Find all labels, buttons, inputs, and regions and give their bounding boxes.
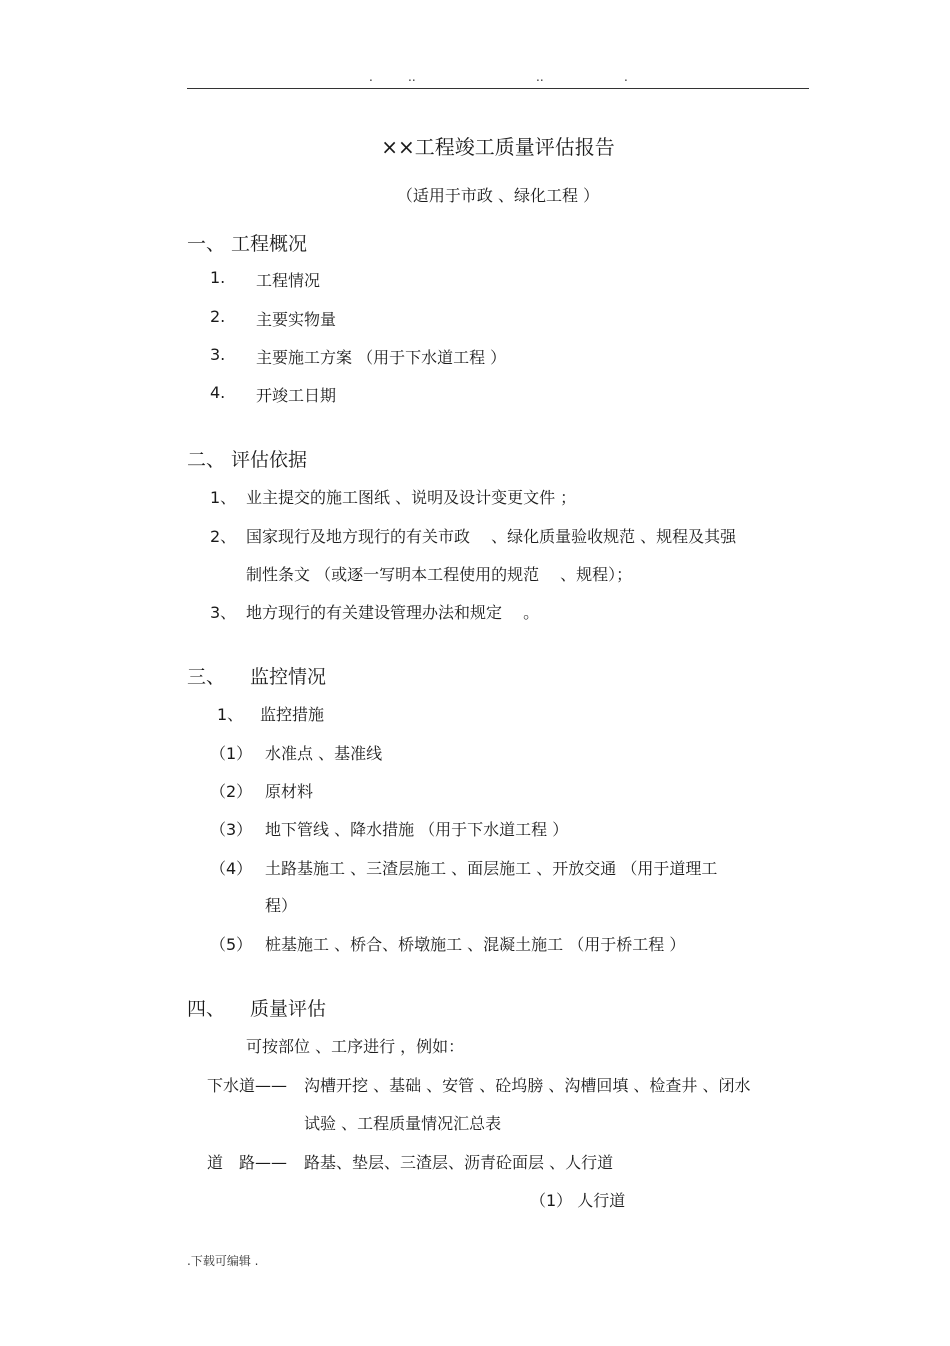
header-dot: . [369, 70, 373, 84]
subsection-title: 监控措施 [260, 705, 325, 724]
list-item-text: 地下管线 、降水措施 （用于下水道工程 ） [265, 820, 569, 839]
list-item-num: 2、 [210, 527, 237, 546]
list-item-text: 桩基施工 、桥合、桥墩施工 、混凝土施工 （用于桥工程 ） [265, 935, 686, 954]
section-heading-2: 二、 评估依据 [187, 449, 308, 471]
row-text: 路基、垫层、三渣层、沥青砼面层 、人行道 [304, 1153, 614, 1172]
list-item-num: （2） [210, 782, 253, 801]
header-dot: .. [408, 70, 416, 84]
list-item-num: （3） [210, 820, 253, 839]
row-text: 沟槽开挖 、基础 、安管 、砼坞膀 、沟槽回填 、检查井 、闭水 [304, 1076, 751, 1095]
header-dot: .. [536, 70, 544, 84]
list-item-continuation: 程） [265, 896, 298, 915]
header-rule [187, 88, 809, 89]
list-item-num: 2. [210, 307, 226, 326]
tail-item: （1） 人行道 [530, 1191, 626, 1210]
list-item-num: 1. [210, 268, 226, 287]
section-heading-3: 三、 监控情况 [187, 666, 327, 688]
subsection-num: 1、 [217, 705, 244, 724]
list-item-num: 3、 [210, 603, 237, 622]
list-item-num: （4） [210, 859, 253, 878]
list-item-num: 1、 [210, 488, 237, 507]
document-subtitle: （适用于市政 、绿化工程 ） [396, 186, 600, 205]
list-item-text: 工程情况 [256, 271, 321, 290]
list-item-text: 主要施工方案 （用于下水道工程 ） [256, 348, 507, 367]
page-footer: .下载可编辑 . [187, 1254, 259, 1268]
list-item-text: 水准点 、基准线 [265, 744, 383, 763]
section-heading-1: 一、 工程概况 [187, 233, 308, 255]
list-item-num: 4. [210, 383, 226, 402]
list-item-text: 土路基施工 、三渣层施工 、面层施工 、开放交通 （用于道理工 [265, 859, 718, 878]
list-item-text: 业主提交的施工图纸 、说明及设计变更文件 ； [246, 488, 577, 507]
document-title: ××工程竣工质量评估报告 [381, 135, 615, 159]
row-label: 道 路—— [207, 1153, 288, 1172]
list-item-continuation: 制性条文 （或逐一写明本工程使用的规范 、规程）； [246, 565, 633, 584]
row-continuation: 试验 、工程质量情况汇总表 [304, 1114, 502, 1133]
header-dot: . [624, 70, 628, 84]
section-heading-4: 四、 质量评估 [187, 998, 327, 1020]
list-item-num: （5） [210, 935, 253, 954]
row-label: 下水道—— [207, 1076, 288, 1095]
list-item-text: 地方现行的有关建设管理办法和规定 。 [246, 603, 540, 622]
section-intro: 可按部位 、工序进行 ，例如： [246, 1037, 465, 1056]
list-item-text: 主要实物量 [256, 310, 337, 329]
list-item-num: 3. [210, 345, 226, 364]
list-item-num: （1） [210, 744, 253, 763]
list-item-text: 原材料 [265, 782, 314, 801]
list-item-text: 开竣工日期 [256, 386, 337, 405]
list-item-text: 国家现行及地方现行的有关市政 、绿化质量验收规范 、规程及其强 [246, 527, 737, 546]
